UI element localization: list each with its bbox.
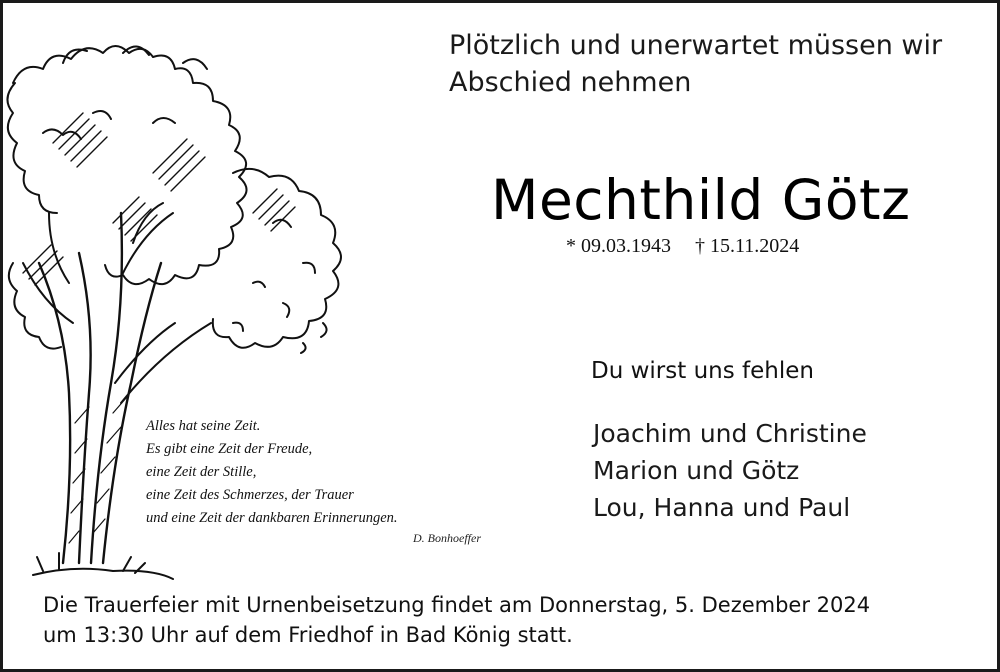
birth-date: * 09.03.1943 [566, 235, 671, 257]
service-line: Die Trauerfeier mit Urnenbeisetzung findet am Donnerstag, 5. Dezember 2024 [43, 593, 871, 617]
farewell-line: Du wirst uns fehlen [591, 358, 814, 384]
life-dates [566, 235, 966, 258]
poem [146, 415, 491, 530]
poem-line: eine Zeit des Schmerzes, der Trauer [146, 487, 354, 503]
mourners-list [593, 415, 993, 526]
mourner-entry: Lou, Hanna und Paul [593, 493, 851, 522]
poem-line: eine Zeit der Stille, [146, 464, 257, 480]
mourner-entry: Marion und Götz [593, 456, 800, 485]
service-line: um 13:30 Uhr auf dem Friedhof in Bad König statt. [43, 623, 573, 647]
intro-text [449, 27, 989, 101]
deceased-name: Mechthild Götz [491, 168, 911, 232]
poem-line: Es gibt eine Zeit der Freude, [146, 441, 313, 457]
mourner-entry: Joachim und Christine [593, 419, 867, 448]
intro-line: Abschied nehmen [449, 67, 692, 98]
poem-line: und eine Zeit der dankbaren Erinnerungen. [146, 510, 398, 526]
poem-author: D. Bonhoeffer [413, 531, 481, 545]
poem-line: Alles hat seine Zeit. [146, 418, 261, 434]
intro-line: Plötzlich und unerwartet müssen wir [449, 30, 943, 61]
death-date: † 15.11.2024 [695, 235, 800, 257]
service-details [43, 590, 983, 650]
